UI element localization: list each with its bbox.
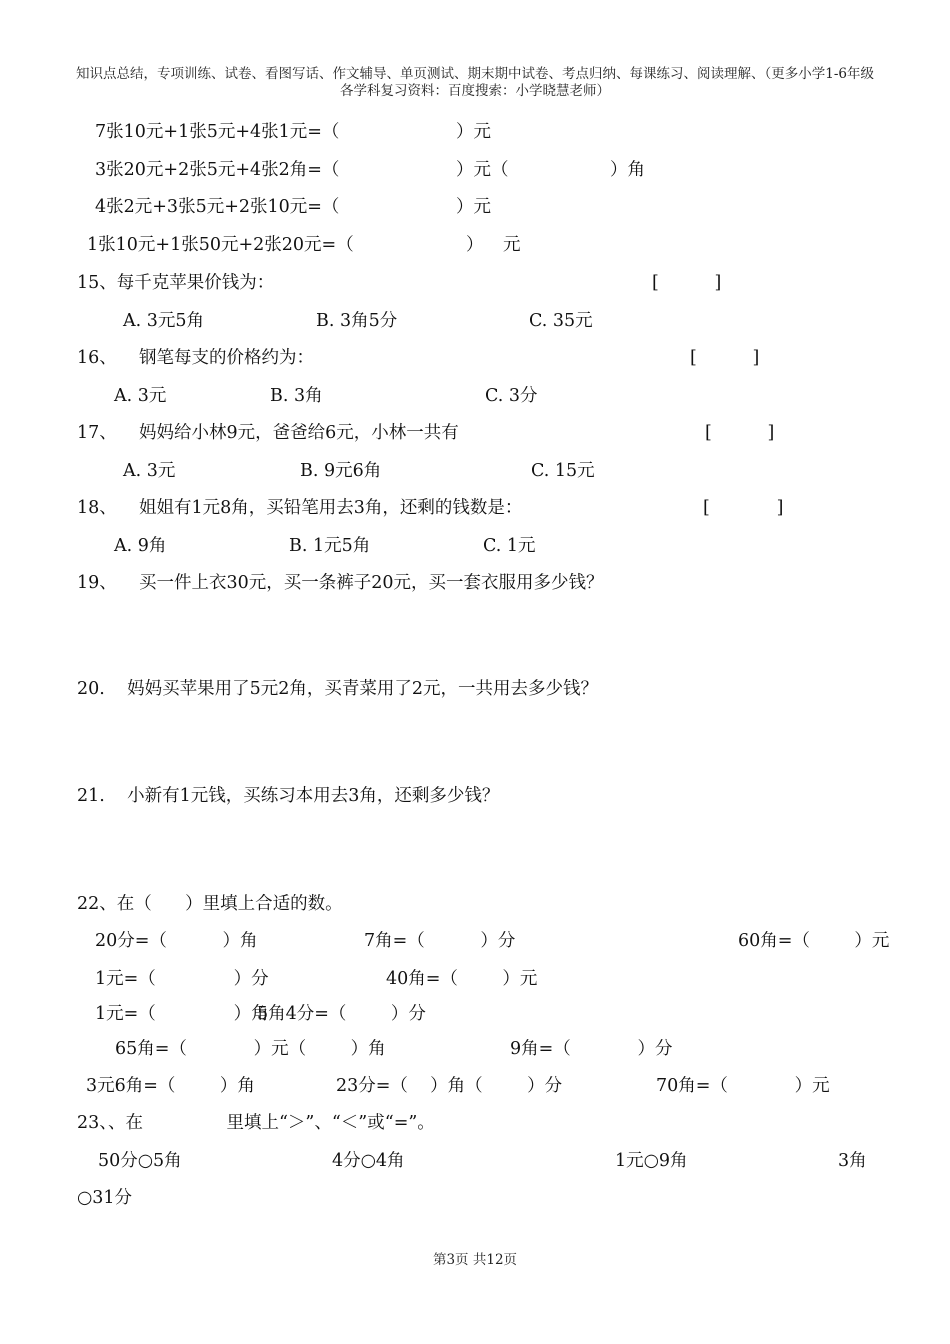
q22-r1-c: 60角=（ ）元 — [738, 931, 890, 951]
q14-line4-left: 1张10元+1张50元+2张20元=（ — [87, 235, 354, 255]
q14-line2-mid: ）元（ — [456, 160, 509, 180]
q22-r2-b: 40角=（ ）元 — [386, 969, 538, 989]
q15-option-a: A. 3元5角 — [123, 311, 205, 331]
q18-answer-bracket: [ ] — [703, 498, 784, 518]
q16-option-c: C. 3分 — [485, 386, 538, 406]
q16-answer-bracket: [ ] — [690, 348, 760, 368]
q22-r5-a: 3元6角=（ ）角 — [86, 1076, 255, 1096]
q14-line1-left: 7张10元+1张5元+4张1元=（ — [95, 122, 340, 142]
q17-stem: 17、 妈妈给小林9元，爸爸给6元，小林一共有 — [77, 423, 459, 443]
q23-item-a: 50分○5角 — [98, 1151, 182, 1171]
q21-text: 21. 小新有1元钱，买练习本用去3角，还剩多少钱？ — [77, 786, 500, 806]
q16-option-b: B. 3角 — [270, 386, 323, 406]
q15-answer-bracket: [ ] — [652, 273, 722, 293]
q14-line3-left: 4张2元+3张5元+2张10元=（ — [95, 197, 340, 217]
q22-r4-b: 9角=（ ）分 — [510, 1039, 673, 1059]
q23-item-d-part2: ○31分 — [77, 1188, 133, 1208]
q22-r2-a: 1元=（ ）分 — [95, 969, 269, 989]
q15-option-b: B. 3角5分 — [316, 311, 398, 331]
q22-r5-c: 70角=（ ）元 — [656, 1076, 830, 1096]
q14-line2-left: 3张20元+2张5元+4张2角=（ — [95, 160, 340, 180]
q22-r3-b: 5角4分=（ ）分 — [257, 1004, 426, 1024]
q20-text: 20. 妈妈买苹果用了5元2角，买青菜用了2元，一共用去多少钱？ — [77, 679, 598, 699]
q17-option-a: A. 3元 — [123, 461, 176, 481]
page-number: 第3页 共12页 — [432, 1252, 518, 1268]
q15-option-c: C. 35元 — [529, 311, 593, 331]
q19-text: 19、 买一件上衣30元，买一条裤子20元，买一套衣服用多少钱？ — [77, 573, 604, 593]
q14-line2-right: ）角 — [610, 160, 645, 180]
q23-stem: 23、、在 里填上“＞”、“＜”或“=”。 — [77, 1113, 435, 1133]
page-header — [70, 66, 880, 100]
q22-r1-b: 7角=（ ）分 — [364, 931, 516, 951]
q23-item-d-part1: 3角 — [838, 1151, 867, 1171]
q22-r4-a: 65角=（ ）元（ ）角 — [115, 1039, 386, 1059]
q14-line4-right: 元 — [503, 235, 521, 255]
q22-r3-a: 1元=（ ）角 — [95, 1004, 269, 1024]
q18-option-b: B. 1元5角 — [289, 536, 371, 556]
q17-option-c: C. 15元 — [531, 461, 595, 481]
q16-option-a: A. 3元 — [114, 386, 167, 406]
q17-option-b: B. 9元6角 — [300, 461, 382, 481]
q14-line1-right: ）元 — [456, 122, 491, 142]
q18-option-c: C. 1元 — [483, 536, 536, 556]
q14-line3-right: ）元 — [456, 197, 491, 217]
q22-r1-a: 20分=（ ）角 — [95, 931, 258, 951]
q23-item-c: 1元○9角 — [615, 1151, 688, 1171]
q22-r5-b: 23分=（ ）角（ ）分 — [336, 1076, 563, 1096]
q18-stem: 18、 姐姐有1元8角，买铅笔用去3角，还剩的钱数是： — [77, 498, 523, 518]
header-line-1: 知识点总结，专项训练、试卷、看图写话、作文辅导、单页测试、期末期中试卷、考点归纳、每课练习、阅读理解、（更多小学1-6年级 — [76, 66, 874, 82]
q23-item-b: 4分○4角 — [332, 1151, 405, 1171]
q15-stem: 15、每千克苹果价钱为： — [77, 273, 275, 293]
q14-line4-mid: ） — [466, 235, 484, 255]
q22-stem: 22、在（ ）里填上合适的数。 — [77, 894, 343, 914]
header-line-2: 各学科复习资料：百度搜索：小学晓慧老师） — [340, 83, 610, 99]
q18-option-a: A. 9角 — [114, 536, 167, 556]
q16-stem: 16、 钢笔每支的价格约为： — [77, 348, 315, 368]
q17-answer-bracket: [ ] — [705, 423, 775, 443]
